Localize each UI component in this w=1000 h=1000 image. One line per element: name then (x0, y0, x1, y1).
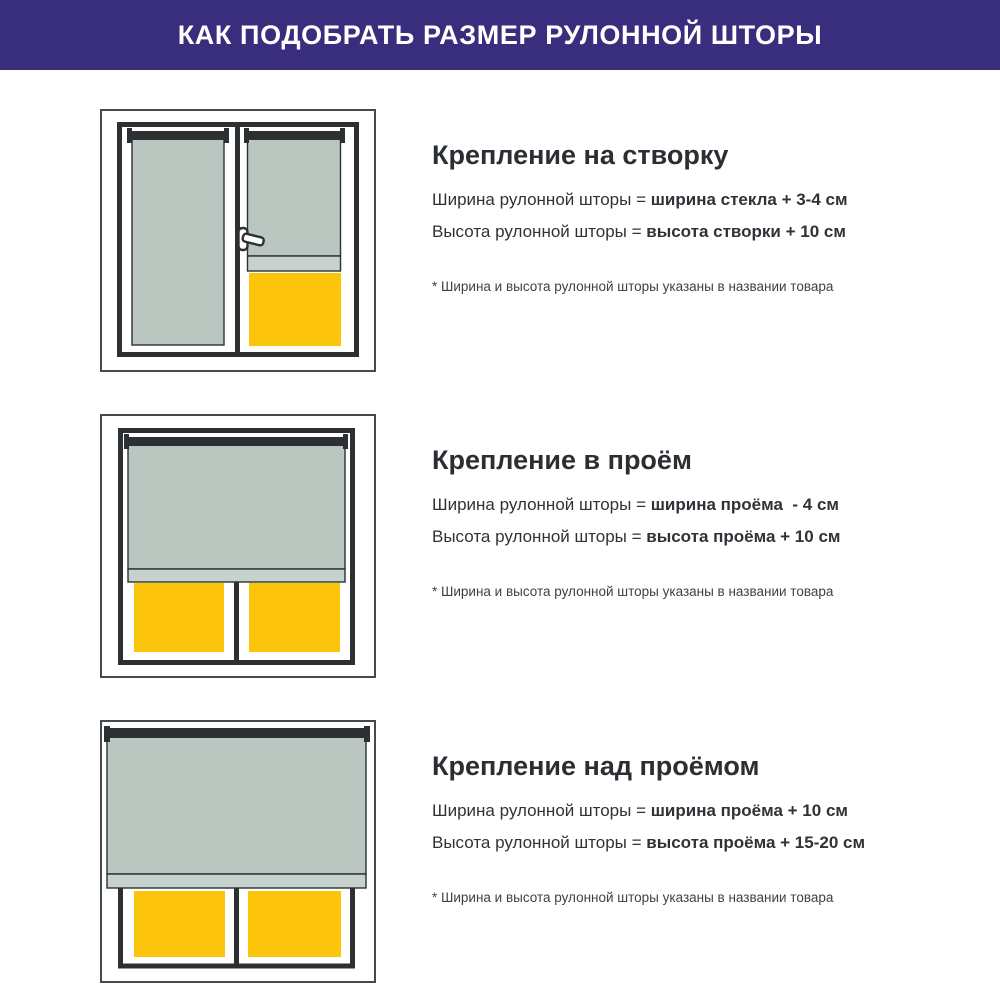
blind-fabric-left (132, 139, 224, 345)
section-footnote: * Ширина и высота рулонной шторы указаны в названии товара (432, 584, 834, 599)
formula-label: Ширина рулонной шторы = (432, 801, 651, 820)
roller-cap-icon (124, 434, 129, 449)
formula-value: ширина проёма - 4 см (650, 495, 839, 514)
glass-pane-right (249, 273, 341, 346)
section-mount-above-opening (0, 720, 1000, 990)
roller-cap-icon (244, 128, 249, 143)
window-two-sashes-diagram (100, 109, 376, 372)
glass-pane-left (134, 583, 224, 652)
glass-pane-left (134, 891, 225, 957)
roller-cap-icon (104, 726, 110, 742)
formula-value: ширина стекла + 3-4 см (650, 190, 848, 209)
formula-value: высота проёма + 10 см (646, 527, 841, 546)
blind-bottom-slat (248, 256, 341, 271)
formula-value: высота проёма + 15-20 см (646, 833, 866, 852)
formula-value: высота створки + 10 см (646, 222, 846, 241)
roller-cap-icon (127, 128, 132, 143)
formula-label: Высота рулонной шторы = (432, 833, 647, 852)
width-formula (432, 801, 848, 821)
roller-cap-icon (224, 128, 229, 143)
width-formula (432, 495, 839, 515)
roller-bar (126, 437, 346, 446)
section-mount-in-opening (0, 414, 1000, 684)
blind-bottom-slat (128, 569, 345, 582)
blind-fabric (107, 736, 366, 874)
width-formula (432, 190, 848, 210)
roller-cap-icon (340, 128, 345, 143)
window-opening-diagram (100, 414, 376, 678)
roller-cap-icon (364, 726, 370, 742)
glass-pane-right (248, 891, 341, 957)
height-formula (432, 222, 846, 242)
section-footnote: * Ширина и высота рулонной шторы указаны в названии товара (432, 890, 834, 905)
blind-fabric (128, 445, 345, 569)
window-wall-mount-diagram (100, 720, 376, 983)
section-title: Крепление в проём (432, 445, 692, 475)
glass-pane-right (249, 583, 340, 652)
formula-label: Ширина рулонной шторы = (432, 495, 651, 514)
section-mount-on-sash (0, 109, 1000, 379)
height-formula (432, 527, 840, 547)
blind-bottom-slat (107, 874, 366, 888)
section-title: Крепление на створку (432, 140, 729, 170)
illustration-blinds-on-sash (100, 109, 376, 377)
illustration-blind-in-opening (100, 414, 376, 683)
section-footnote: * Ширина и высота рулонной шторы указаны в названии товара (432, 279, 834, 294)
formula-value: ширина проёма + 10 см (650, 801, 848, 820)
height-formula (432, 833, 865, 853)
header-banner (0, 0, 1000, 70)
formula-label: Ширина рулонной шторы = (432, 190, 651, 209)
section-title: Крепление над проёмом (432, 751, 760, 781)
roller-cap-icon (343, 434, 348, 449)
roller-bar-left (129, 131, 228, 140)
roller-bar-right (246, 131, 344, 140)
formula-label: Высота рулонной шторы = (432, 222, 647, 241)
illustration-blind-above-opening (100, 720, 376, 988)
formula-label: Высота рулонной шторы = (432, 527, 647, 546)
roller-bar (106, 728, 368, 738)
page-title: КАК ПОДОБРАТЬ РАЗМЕР РУЛОННОЙ ШТОРЫ (177, 19, 823, 50)
